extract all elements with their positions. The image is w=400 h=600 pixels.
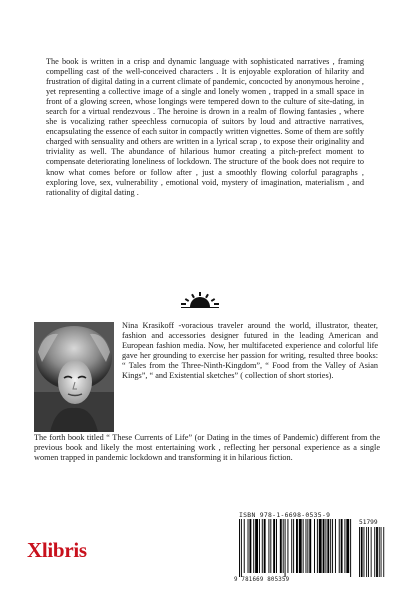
barcode-bar [255,519,258,573]
barcode-bar [344,519,345,573]
book-description [46,57,364,198]
isbn-label: ISBN 978-1-6698-0535-9 [239,511,331,519]
barcode-bar [299,519,302,573]
barcode-bar [319,519,322,573]
author-bio [122,321,378,382]
barcode-bar [335,519,336,573]
sun-icon [181,292,219,308]
barcode-bar [287,519,288,573]
barcode-bar [253,519,254,573]
barcode-bar [239,519,240,577]
barcode-bar [248,519,249,573]
barcode-bar [296,519,298,573]
barcode-bar [285,519,286,577]
barcode-bar [306,519,307,573]
barcode-bar [376,527,378,577]
barcode-bar [303,519,304,573]
barcode-bar [330,519,331,573]
ean-digits: 9 781669 805359 [234,577,290,583]
barcode-bar [368,527,369,577]
barcode-bar [381,527,382,577]
barcode-bar [249,519,251,573]
barcode-bar [332,519,333,573]
barcode-bar [364,527,365,577]
barcode-bar [241,519,242,577]
barcode-bar [314,519,315,573]
barcode-bar [361,527,363,577]
barcode-bar [339,519,340,573]
barcode-bar [379,527,380,577]
author-bio-text: Nina Krasikoff -voracious traveler around the world, illustrator, theater, fashion and accessories designer futured in the leading American and European fashion media. Now, her multifaceted experience and colorful life gave her grounding to exercise her passion for writing, resulted three books: “ Tales from the Three-Ninth-Kingdom”, “ Food from the Valley of Asian Kings”, “ and Existential sketches” ( collection of short stories). [122,321,378,381]
barcode-bar [270,519,271,573]
barcode-bar [346,519,349,573]
barcode-bar [268,519,269,573]
barcode-bar [374,527,375,577]
barcode-bar [259,519,260,573]
author-bio-continued [34,433,380,463]
barcode-bar [366,527,367,577]
barcode-bar [323,519,325,573]
barcode-bar [293,519,294,573]
author-bio-text-continued: The forth book titled “ These Currents of Life” (or Dating in the times of Pandemic) different from the previous book and likely the most entertaining work , reflecting her personal experience as a single women trapped in pandemic lockdown and transforming it in hilarious fiction. [34,433,380,463]
barcode-bar [307,519,308,573]
barcode-bar [262,519,263,573]
barcode-bar [371,527,372,577]
barcode-bar [280,519,282,573]
description-paragraph: The book is written in a crisp and dynamic language with sophisticated narratives , framing compelling cast of the well-conceived characters . It is enjoyable exploration of hilarity and frustration of digital dating in a current climate of pandemic, concocted by anonymous heroine , yet representing a collective image of a single and lonely women , trapped in a small space in front of a glowing screen, whose longings were tempered down to the culture of site-dating, in search for a virtual rendezvous . The heroine is drown in a realm of flowing fantasies , where she is vocalizing rather speechless cornucopia of suitors by loud and attractive narratives, encapsulating the essence of each suitor in compactly written vignettes. Some of them are softly charged with sensuality and others are written in a lyrical scrap , to expose their originality and triviality as well. The abundance of hilarious humor creating a pitch-prefect moment to compensate deteriorating loneliness of lockdown. The structure of the book does not require to know what comes before or follow after , just a smoothly flowing colorful paragraphs , exploring love, sex, vulnerability , emotional void, mystery of imagination, materialism , and rationality of digital dating . [46,57,364,197]
addon-bars [359,527,385,577]
barcode-bar [264,519,266,573]
barcode-bar [325,519,326,573]
barcode-bar [309,519,311,573]
barcode-bar [291,519,292,573]
isbn-barcode [231,509,387,586]
ean-bars [239,519,355,577]
barcode-bar [383,527,384,577]
author-photo [34,322,114,432]
barcode-bar [359,527,360,577]
barcode-bar [341,519,343,573]
barcode-bar [273,519,275,573]
barcode-bar [327,519,329,573]
barcode-bar [350,519,351,577]
publisher-logo: Xlibris [27,538,87,562]
price-code: 51799 [359,519,378,526]
barcode-bar [283,519,284,573]
barcode-bar [317,519,318,573]
barcode-bar [276,519,277,573]
barcode-bar [244,519,245,573]
